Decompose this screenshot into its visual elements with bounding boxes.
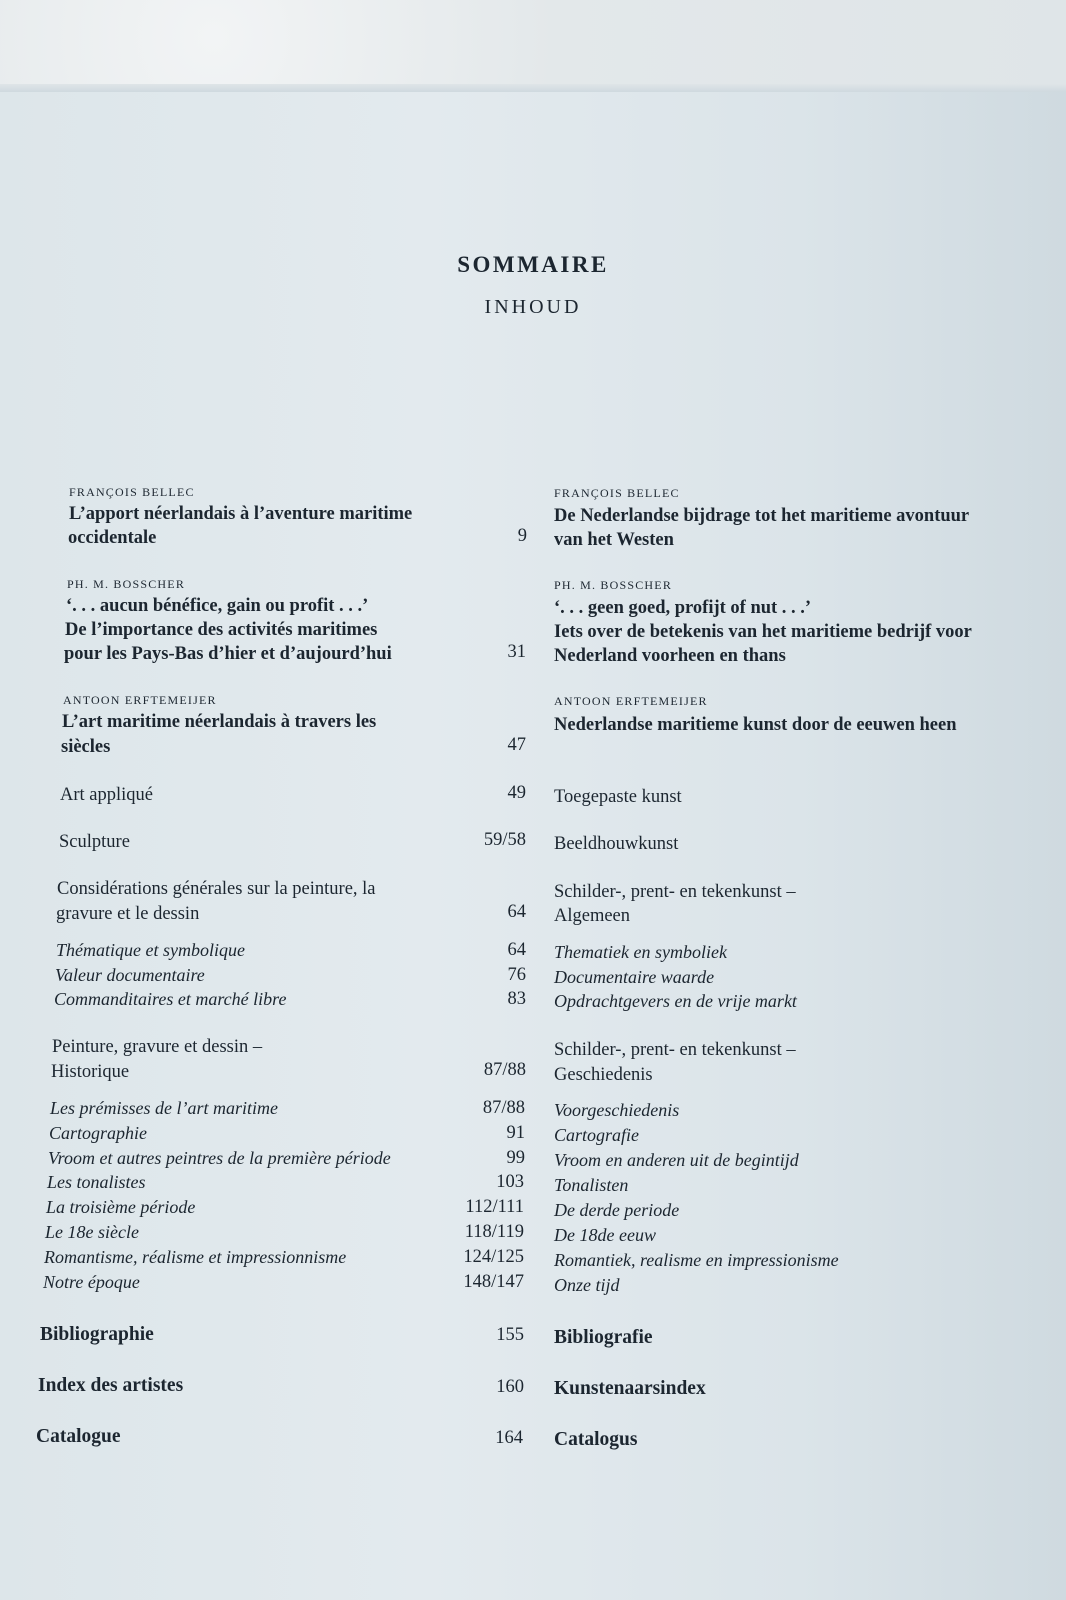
title-inhoud: INHOUD [484, 296, 582, 318]
page-number-tonalistes: 103 [496, 1172, 524, 1192]
article-title-bosscher-fr-1: ‘. . . aucun bénéfice, gain ou profit . . .’ [66, 596, 369, 616]
section-index-fr: Index des artistes [38, 1375, 184, 1396]
page-number-erftemeijer: 47 [507, 735, 526, 755]
author-bellec-nl: FRANÇOIS BELLEC [554, 486, 680, 500]
section-considerations-nl-1: Schilder-, prent- en tekenkunst – [554, 882, 796, 902]
subsection-troisieme-fr: La troisième période [46, 1197, 196, 1217]
section-applique-nl: Toegepaste kunst [554, 787, 682, 807]
subsection-tonalistes-nl: Tonalisten [554, 1175, 629, 1195]
author-bellec-fr: FRANÇOIS BELLEC [69, 485, 195, 499]
author-bosscher-nl: PH. M. BOSSCHER [554, 578, 673, 592]
article-title-erftemeijer-nl-1: Nederlandse maritieme kunst door de eeuwen heen [554, 715, 957, 735]
article-title-bosscher-fr-3: pour les Pays-Bas d’hier et d’aujourd’hui [64, 644, 392, 664]
section-index-nl: Kunstenaarsindex [554, 1378, 706, 1399]
author-erftemeijer-nl: ANTOON ERFTEMEIJER [554, 694, 708, 708]
page-number-premisses: 87/88 [482, 1098, 525, 1118]
section-applique-fr: Art appliqué [60, 785, 153, 805]
section-considerations-nl-2: Algemeen [554, 906, 631, 926]
subsection-18e-siecle-nl: De 18de eeuw [554, 1225, 656, 1245]
section-considerations-fr-1: Considérations générales sur la peinture, la [57, 879, 376, 899]
page-number-cartographie: 91 [506, 1123, 525, 1143]
subsection-thematique-nl: Thematiek en symboliek [554, 942, 727, 962]
page-number-notre-epoque: 148/147 [463, 1272, 524, 1292]
page-number-vroom: 99 [506, 1148, 525, 1168]
page-number-index: 160 [496, 1377, 524, 1397]
page-number-applique: 49 [507, 783, 526, 803]
page-number-bellec: 9 [517, 526, 527, 546]
page-number-bibliographie: 155 [496, 1325, 524, 1345]
subsection-troisieme-nl: De derde periode [554, 1200, 680, 1220]
subsection-cartographie-fr: Cartographie [49, 1123, 148, 1143]
article-title-bellec-nl-2: van het Westen [554, 530, 674, 550]
section-catalogue-fr: Catalogue [36, 1426, 121, 1447]
page-number-sculpture: 59/58 [483, 830, 526, 850]
subsection-18e-siecle-fr: Le 18e siècle [45, 1222, 139, 1242]
subsection-documentaire-nl: Documentaire waarde [554, 967, 715, 987]
subsection-thematique-fr: Thématique et symbolique [56, 940, 245, 960]
section-historique-fr-2: Historique [51, 1062, 130, 1082]
page-number-thematique: 64 [507, 940, 526, 960]
subsection-commanditaires-nl: Opdrachtgevers en de vrije markt [554, 991, 797, 1011]
subsection-vroom-nl: Vroom en anderen uit de begintijd [554, 1150, 799, 1170]
page-number-documentaire: 76 [507, 965, 526, 985]
section-historique-nl-2: Geschiedenis [554, 1065, 653, 1085]
page-number-considerations: 64 [507, 902, 526, 922]
page-number-18e-siecle: 118/119 [464, 1222, 524, 1242]
page-number-historique: 87/88 [483, 1060, 526, 1080]
article-title-bellec-fr-2: occidentale [68, 528, 157, 548]
page-number-catalogue: 164 [495, 1428, 523, 1448]
photo-background [0, 0, 1066, 92]
subsection-commanditaires-fr: Commanditaires et marché libre [54, 989, 287, 1009]
page-number-troisieme: 112/111 [465, 1197, 524, 1217]
section-bibliografie-nl: Bibliografie [554, 1327, 653, 1348]
article-title-bosscher-nl-1: ‘. . . geen goed, profijt of nut . . .’ [554, 598, 812, 618]
section-considerations-fr-2: gravure et le dessin [56, 904, 200, 924]
subsection-premisses-fr: Les prémisses de l’art maritime [50, 1098, 278, 1118]
author-erftemeijer-fr: ANTOON ERFTEMEIJER [63, 693, 217, 707]
section-historique-fr-1: Peinture, gravure et dessin – [52, 1037, 263, 1057]
article-title-bellec-fr-1: L’apport néerlandais à l’aventure maritime [69, 504, 413, 524]
section-bibliographie-fr: Bibliographie [40, 1324, 154, 1345]
article-title-bosscher-fr-2: De l’importance des activités maritimes [65, 620, 378, 640]
subsection-notre-epoque-fr: Notre époque [43, 1272, 140, 1292]
subsection-vroom-fr: Vroom et autres peintres de la première période [48, 1148, 391, 1168]
article-title-bosscher-nl-2: Iets over de betekenis van het maritieme bedrijf voor [554, 622, 972, 642]
subsection-romantisme-nl: Romantiek, realisme en impressionisme [554, 1250, 839, 1270]
page-number-romantisme: 124/125 [463, 1247, 524, 1267]
section-sculpture-nl: Beeldhouwkunst [554, 834, 679, 854]
article-title-erftemeijer-fr-2: siècles [61, 737, 111, 757]
article-title-erftemeijer-fr-1: L’art maritime néerlandais à travers les [62, 712, 377, 732]
title-sommaire: SOMMAIRE [457, 252, 609, 277]
subsection-notre-epoque-nl: Onze tijd [554, 1275, 620, 1295]
section-sculpture-fr: Sculpture [59, 832, 130, 852]
subsection-documentaire-fr: Valeur documentaire [55, 965, 205, 985]
page-number-commanditaires: 83 [507, 989, 526, 1009]
author-bosscher-fr: PH. M. BOSSCHER [67, 577, 186, 591]
subsection-premisses-nl: Voorgeschiedenis [554, 1100, 680, 1120]
article-title-bellec-nl-1: De Nederlandse bijdrage tot het maritieme avontuur [554, 506, 970, 526]
subsection-tonalistes-fr: Les tonalistes [47, 1172, 146, 1192]
section-historique-nl-1: Schilder-, prent- en tekenkunst – [554, 1040, 796, 1060]
article-title-bosscher-nl-3: Nederland voorheen en thans [554, 646, 786, 666]
subsection-cartographie-nl: Cartografie [554, 1125, 640, 1145]
page-number-bosscher: 31 [507, 642, 526, 662]
section-catalogue-nl: Catalogus [554, 1429, 638, 1450]
subsection-romantisme-fr: Romantisme, réalisme et impressionnisme [44, 1247, 347, 1267]
